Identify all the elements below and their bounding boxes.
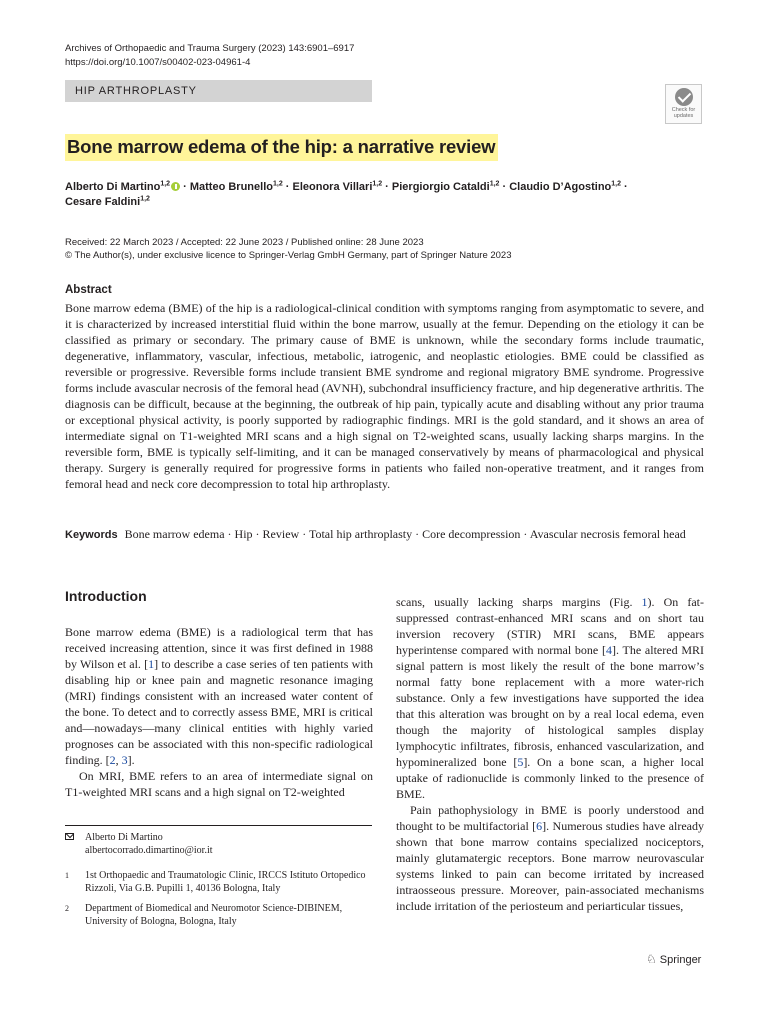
keywords (65, 526, 704, 544)
author-separator: · (282, 181, 293, 193)
check-for-updates-button[interactable] (665, 84, 702, 124)
intro-paragraph-3: Pain pathophysiology in BME is poorly understood and thought to be multifactorial [6]. Numerous studies have already shown that bone marrow contains specialized nociceptors, mainly glutamatergic receptors. Bone marrow neurovascular systems linked to pain can become irritated by increased intraosseous pressure. Moreover, pain-associated mechanisms include irritation of the periosteum and periarticular tissues, (396, 803, 704, 913)
section-label: HIP ARTHROPLASTY (65, 80, 372, 102)
abstract-heading: Abstract (65, 284, 112, 296)
affiliation-1 (65, 869, 372, 895)
author-affiliation: 1,2 (272, 180, 283, 188)
author-separator: · (180, 181, 190, 193)
intro-paragraph-2: On MRI, BME refers to an area of intermediate signal on T1-weighted MRI scans and a high signal on T2-weighted (65, 769, 373, 799)
author-affiliation: 1,2 (140, 195, 150, 203)
citation-link[interactable]: 3 (121, 753, 128, 767)
orcid-icon[interactable] (171, 182, 180, 191)
journal-citation: Archives of Orthopaedic and Trauma Surgery (2023) 143:6901–6917 (65, 43, 355, 54)
author-separator: · (382, 181, 392, 193)
keywords-text: Bone marrow edema · Hip · Review · Total hip arthroplasty · Core decompression · Avascular necrosis femoral head (124, 527, 686, 541)
affiliation-marker: 2 (65, 904, 69, 913)
check-updates-label-1: Check for (671, 107, 696, 113)
publisher-logo (646, 952, 701, 966)
author-name[interactable]: Cesare Faldini (65, 196, 141, 208)
introduction-heading: Introduction (65, 588, 147, 604)
keywords-label: Keywords (65, 529, 118, 541)
author-name[interactable]: Alberto Di Martino (65, 181, 161, 193)
author-affiliation: 1,2 (489, 180, 500, 188)
publication-dates (65, 236, 512, 262)
citation-link[interactable]: 4 (606, 643, 612, 657)
intro-paragraph-1: Bone marrow edema (BME) is a radiological term that has received increasing attention, since it was first defined in 1988 by Wilson et al. [1] to describe a case series of ten patients with disabling hip or knee pain and magnetic resonance imaging (MRI) findings consistent with an increased water content of the bone. To detect and to correctly assess BME, MRI is critical and—nowadays—many clinical entities with highly varied prognoses can be associated with this non-specific radiological finding. [2, 3]. (65, 625, 373, 767)
author-name[interactable]: Eleonora Villari (292, 181, 373, 193)
checkmark-icon (675, 88, 693, 106)
contact-email[interactable]: albertocorrado.dimartino@ior.it (85, 845, 213, 856)
author-affiliation: 1,2 (160, 180, 171, 188)
affiliation-2 (65, 902, 372, 928)
citation-link[interactable]: 2 (109, 753, 116, 767)
springer-horse-icon: ♘ (646, 952, 657, 966)
citation-link[interactable]: 6 (536, 819, 543, 833)
right-column (396, 594, 704, 914)
author-name[interactable]: Claudio D’Agostino (509, 181, 612, 193)
doi-link[interactable]: https://doi.org/10.1007/s00402-023-04961-4 (65, 57, 251, 68)
contact-name: Alberto Di Martino (85, 832, 163, 843)
left-column (65, 624, 373, 800)
footnote-divider (65, 825, 372, 826)
citation-link[interactable]: 1 (148, 657, 155, 671)
envelope-icon (65, 833, 74, 840)
received-accepted-published: Received: 22 March 2023 / Accepted: 22 June 2023 / Published online: 28 June 2023 (65, 237, 424, 248)
intro-paragraph-2-cont: scans, usually lacking sharps margins (Fig. 1). On fat-suppressed contrast-enhanced MRI scans and on short tau inversion recovery (STIR) MRI scans, BME appears hyperintense compared with normal bone [4]. The altered MRI signal pattern is most likely the result of the bone marrow’s normal fatty bone replacement with a more water-rich substance. Only a few investigations have supported the idea that this alteration was brought on by a real local edema, even though the majority of histological samples display lymphocytic infiltrates, fibrosis, enhanced vascularization, and hypomineralized bone [5]. On a bone scan, a higher local uptake of radionuclide is commonly linked to the presence of BME. (396, 595, 704, 801)
author-affiliation: 1,2 (611, 180, 621, 188)
publisher-name: Springer (659, 954, 702, 966)
author-separator: · (499, 181, 510, 193)
figure-link[interactable]: 1 (641, 595, 648, 609)
check-updates-label-2: updates (673, 113, 694, 119)
abstract-body: Bone marrow edema (BME) of the hip is a radiological-clinical condition with symptoms ranging from asymptomatic to severe, and it is characterized by increased interstitial fluid within the bone marrow, usually at the femur. Depending on the etiology it can be classified as primary or secondary. The primary cause of BME is unknown, while the secondary forms include traumatic, degenerative, inflammatory, vascular, infectious, metabolic, iatrogenic, and neoplastic etiologies. BME could be classified as reversible or progressive. Reversible forms include transient BME syndrome and regional migratory BME syndrome. Progressive forms include avascular necrosis of the femoral head (AVNH), subchondral insufficiency fracture, and hip degenerative arthritis. The diagnosis can be difficult, because at the beginning, the outbreak of hip pain, typically acute and disabling without any prior trauma or exceptional physical activity, is poorly supported by radiographic findings. MRI is the gold standard, and it shows an area of intermediate signal on T1-weighted MRI scans and a high signal on T2-weighted scans, usually lacking sharps margins. In the reversible form, BME is typically self-limiting, and it can be managed conservatively by means of pharmacological and physical therapy. Surgery is generally required for progressive forms in patients who failed non-operative treatment, and it ranges from femoral head and neck core decompression to total hip arthroplasty. (65, 301, 704, 491)
affiliation-text: 1st Orthopaedic and Traumatologic Clinic, IRCCS Istituto Ortopedico Rizzoli, Via G.B. Pupilli 1, 40136 Bologna, Italy (85, 870, 366, 894)
affiliation-marker: 1 (65, 871, 69, 880)
corresponding-author (65, 831, 372, 857)
author-name[interactable]: Matteo Brunello (189, 181, 273, 193)
affiliation-text: Department of Biomedical and Neuromotor Science-DIBINEM, University of Bologna, Bologna, Italy (85, 903, 343, 927)
copyright-line: © The Author(s), under exclusive licence to Springer-Verlag GmbH Germany, part of Springer Nature 2023 (65, 250, 512, 261)
author-name[interactable]: Piergiorgio Cataldi (391, 181, 490, 193)
author-list (65, 180, 705, 210)
citation-link[interactable]: 5 (517, 755, 524, 769)
paper-title: Bone marrow edema of the hip: a narrative review (65, 134, 498, 161)
journal-header (65, 42, 354, 70)
author-affiliation: 1,2 (372, 180, 383, 188)
author-separator: · (621, 181, 628, 193)
